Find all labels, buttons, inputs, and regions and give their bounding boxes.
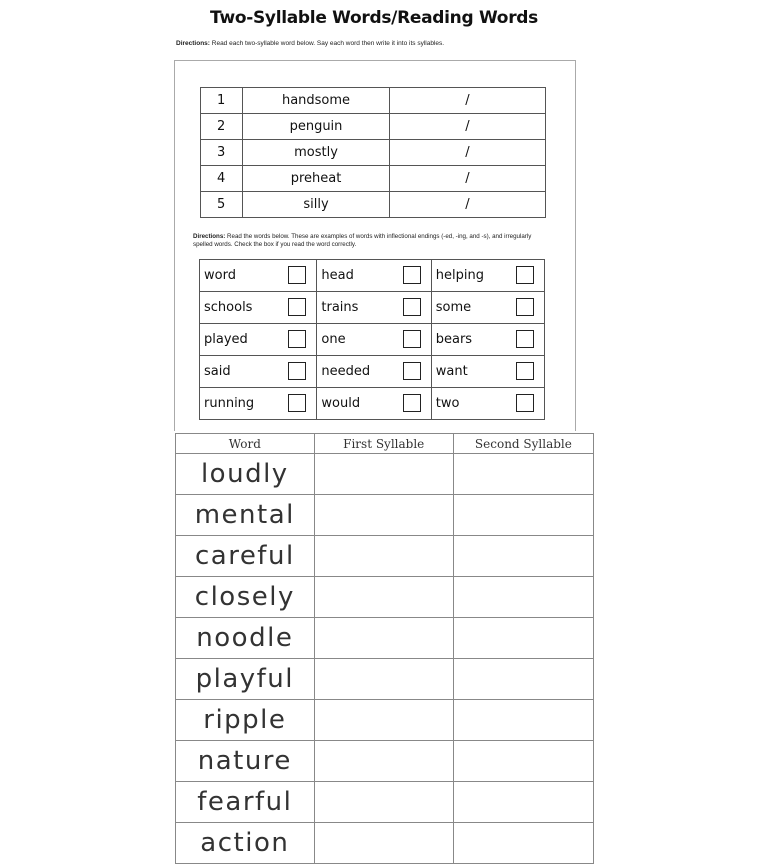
table-row [176, 782, 594, 823]
read-correctly-checkbox[interactable] [403, 298, 421, 316]
row-number: 5 [201, 192, 243, 218]
table-row [201, 88, 546, 114]
row-number: 3 [201, 140, 243, 166]
practice-word: playful [176, 659, 315, 700]
syllable-answer-cell[interactable]: / [390, 88, 546, 114]
reading-word: one [321, 332, 346, 347]
practice-word: loudly [176, 454, 315, 495]
practice-word: action [176, 823, 315, 864]
reading-word-cell [431, 356, 544, 388]
reading-word-cell [431, 388, 544, 420]
second-syllable-cell[interactable] [453, 782, 593, 823]
first-syllable-cell[interactable] [314, 495, 453, 536]
first-syllable-cell[interactable] [314, 782, 453, 823]
directions-reading [193, 233, 548, 249]
table-row [176, 536, 594, 577]
first-syllable-cell[interactable] [314, 454, 453, 495]
second-syllable-cell[interactable] [453, 659, 593, 700]
reading-word-cell [200, 324, 317, 356]
reading-word: would [321, 396, 361, 411]
table-row [176, 618, 594, 659]
table-row [201, 114, 546, 140]
second-syllable-cell[interactable] [453, 495, 593, 536]
table-row [176, 700, 594, 741]
column-header-word: Word [176, 434, 315, 454]
reading-word: word [204, 268, 236, 283]
syllable-split-table [200, 87, 546, 218]
row-number: 4 [201, 166, 243, 192]
word-cell: penguin [243, 114, 390, 140]
reading-word-cell [200, 260, 317, 292]
word-cell: mostly [243, 140, 390, 166]
first-syllable-cell[interactable] [314, 536, 453, 577]
reading-word: said [204, 364, 231, 379]
syllable-practice-table [175, 433, 594, 864]
practice-word: careful [176, 536, 315, 577]
syllable-answer-cell[interactable]: / [390, 140, 546, 166]
syllable-answer-cell[interactable]: / [390, 114, 546, 140]
read-correctly-checkbox[interactable] [403, 330, 421, 348]
reading-word: played [204, 332, 248, 347]
read-correctly-checkbox[interactable] [288, 362, 306, 380]
first-syllable-cell[interactable] [314, 700, 453, 741]
table-row [176, 823, 594, 864]
read-correctly-checkbox[interactable] [403, 362, 421, 380]
practice-word: closely [176, 577, 315, 618]
practice-word: noodle [176, 618, 315, 659]
read-correctly-checkbox[interactable] [288, 394, 306, 412]
reading-word: needed [321, 364, 371, 379]
first-syllable-cell[interactable] [314, 577, 453, 618]
practice-word: mental [176, 495, 315, 536]
table-row [176, 577, 594, 618]
first-syllable-cell[interactable] [314, 823, 453, 864]
syllable-answer-cell[interactable]: / [390, 166, 546, 192]
read-correctly-checkbox[interactable] [288, 266, 306, 284]
row-number: 2 [201, 114, 243, 140]
reading-word-cell [431, 292, 544, 324]
reading-words-grid [199, 259, 545, 420]
reading-word-cell [317, 388, 431, 420]
second-syllable-cell[interactable] [453, 700, 593, 741]
reading-word: running [204, 396, 255, 411]
table-row [176, 741, 594, 782]
reading-word-cell [317, 292, 431, 324]
reading-word-cell [431, 260, 544, 292]
reading-word-cell [317, 324, 431, 356]
reading-word: helping [435, 268, 484, 283]
word-cell: preheat [243, 166, 390, 192]
reading-word-cell [317, 260, 431, 292]
reading-word-cell [431, 324, 544, 356]
reading-word: want [435, 364, 468, 379]
read-correctly-checkbox[interactable] [516, 330, 534, 348]
reading-word: some [435, 300, 472, 315]
column-header-second-syllable: Second Syllable [453, 434, 593, 454]
table-row [201, 166, 546, 192]
reading-word-cell [200, 292, 317, 324]
table-row [201, 140, 546, 166]
reading-word-cell [200, 356, 317, 388]
reading-word: schools [204, 300, 253, 315]
first-syllable-cell[interactable] [314, 659, 453, 700]
practice-word: fearful [176, 782, 315, 823]
directions-text: Read the words below. These are examples of words with inflectional endings (-ed, -ing, and -s), and irregularly spelled words. Check the box if you read the word correctly. [193, 233, 532, 248]
first-syllable-cell[interactable] [314, 618, 453, 659]
read-correctly-checkbox[interactable] [403, 266, 421, 284]
directions-syllables [176, 40, 596, 47]
row-number: 1 [201, 88, 243, 114]
second-syllable-cell[interactable] [453, 536, 593, 577]
word-cell: handsome [243, 88, 390, 114]
practice-word: ripple [176, 700, 315, 741]
read-correctly-checkbox[interactable] [516, 266, 534, 284]
directions-label: Directions: [176, 40, 210, 47]
second-syllable-cell[interactable] [453, 741, 593, 782]
directions-text: Read each two-syllable word below. Say each word then write it into its syllables. [209, 40, 445, 47]
read-correctly-checkbox[interactable] [288, 330, 306, 348]
table-row [200, 356, 545, 388]
read-correctly-checkbox[interactable] [403, 394, 421, 412]
worksheet-title: Two-Syllable Words/Reading Words [210, 8, 538, 28]
first-syllable-cell[interactable] [314, 741, 453, 782]
read-correctly-checkbox[interactable] [516, 394, 534, 412]
reading-word: two [435, 396, 460, 411]
reading-word: trains [321, 300, 359, 315]
reading-word-cell [317, 356, 431, 388]
table-row [200, 324, 545, 356]
practice-word: nature [176, 741, 315, 782]
table-row [176, 454, 594, 495]
directions-label: Directions: [193, 233, 226, 240]
table-row [201, 192, 546, 218]
second-syllable-cell[interactable] [453, 823, 593, 864]
table-row [176, 495, 594, 536]
reading-word: head [321, 268, 354, 283]
read-correctly-checkbox[interactable] [288, 298, 306, 316]
syllable-answer-cell[interactable]: / [390, 192, 546, 218]
table-row [200, 388, 545, 420]
second-syllable-cell[interactable] [453, 577, 593, 618]
table-row [200, 260, 545, 292]
table-row [200, 292, 545, 324]
second-syllable-cell[interactable] [453, 454, 593, 495]
column-header-first-syllable: First Syllable [314, 434, 453, 454]
reading-word: bears [435, 332, 473, 347]
table-row [176, 659, 594, 700]
read-correctly-checkbox[interactable] [516, 362, 534, 380]
table-header-row [176, 434, 594, 454]
word-cell: silly [243, 192, 390, 218]
second-syllable-cell[interactable] [453, 618, 593, 659]
read-correctly-checkbox[interactable] [516, 298, 534, 316]
reading-word-cell [200, 388, 317, 420]
